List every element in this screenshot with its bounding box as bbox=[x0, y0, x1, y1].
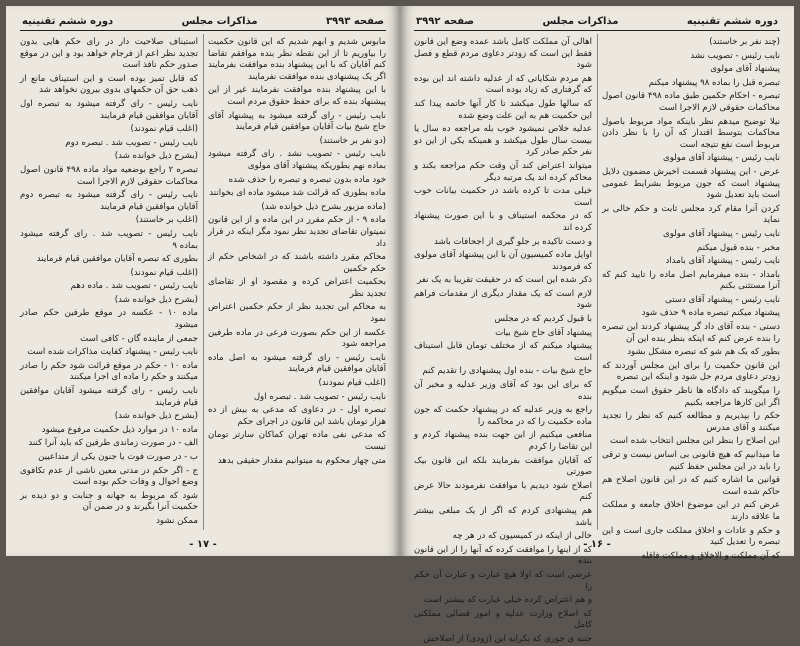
paragraph: نایب رئیس - پیشنهاد آقای بامداد bbox=[665, 256, 780, 267]
paragraph: استیناف صلاحیت دار در رای حکم هایی بدون تجدید نظر اعم از فرجام خواهد بود و این در موقع صدور حکم نافذ است bbox=[20, 37, 198, 71]
paragraph: ب - در صورت فوت یا جنون یکی از متداعیین bbox=[38, 452, 198, 462]
left-page-title: مذاکرات مجلس bbox=[181, 15, 258, 27]
paragraph: نایب رئیس - تصویب نشد . رای گرفته میشود بماده نهم بطوریکه پیشنهاد آقای مولوی bbox=[208, 149, 386, 171]
paragraph: (چند نفر بر خاستند) bbox=[709, 37, 780, 47]
paragraph: نایب رئیس - تصویب شد . ماده دهم bbox=[70, 281, 198, 292]
paragraph: (بشرح ذیل خوانده شد) bbox=[114, 411, 198, 422]
paragraph: عرض کنم در این موضوع اخلاق جامعه و مملکت ما علاقه دارند bbox=[602, 500, 780, 522]
paragraph: خود ماده بدون تبصره و تبصره را حذف شده bbox=[228, 174, 386, 185]
paragraph: لازم است که یک مقدار دیگری از مقدمات فراهم شود bbox=[414, 288, 592, 311]
paragraph: پیشنهاد آقای حاج شیخ بیات bbox=[495, 327, 592, 338]
paragraph: شود که مربوط به جهانه و جنابت و دو دیده بر حکمیت آنرا بگیرند و در ضمن آن bbox=[20, 490, 198, 513]
left-page-footer-number: - ۱۷ - bbox=[189, 539, 217, 550]
paragraph: (دو نفر بر خاستند) bbox=[319, 135, 386, 146]
paragraph: ماده ۱۰ در موارد ذیل حکمیت مرفوع میشود bbox=[41, 424, 198, 435]
paragraph: راجع به وزیر عدلیه که در پیشنهاد حکمت که جون ماده حکمیت را که در محاکمه را bbox=[414, 405, 592, 427]
right-page-session: دوره ششم تقنینیه bbox=[686, 15, 778, 27]
paragraph: (ماده مزبور بشرح ذیل خوانده شد) bbox=[261, 201, 386, 212]
paragraph: اصلاح شود دیدیم با موافقت نفرمودند حالا عرض کنم bbox=[414, 480, 592, 503]
paragraph: بطور که یک هم شو که تبصره مشکل بشود bbox=[627, 347, 780, 358]
paragraph: قوانین ما اشاره کنیم که در این قانون اصلاح هم حاکم شده است bbox=[602, 475, 780, 497]
paragraph: عرضی است که اولا هیچ عبارت و عبارت آن حکم را bbox=[414, 569, 592, 592]
paragraph: تبصره - احکام حکمین طبق ماده ۴۹۸ قانون اصول محاکمات حقوقی لازم الاجرا است bbox=[602, 91, 780, 113]
paragraph: حاج شیخ بیات - بنده اول پیشنهادی را تقدیم کنم bbox=[422, 366, 592, 377]
paragraph: را میگویند که دادگاه ها ناظر حقوق است میگویم اگر این کارها مراجعه بکنیم bbox=[602, 386, 780, 408]
paragraph: با این پیشنهاد بنده موافقت نفرمایند غیر از این پیشنهاد بنده که برای حفظ حقوق مردم است bbox=[208, 85, 386, 107]
paragraph: الف - در صورت زماندی طرفین که باید آنرا کنند bbox=[28, 438, 198, 449]
paragraph: که سالها طول میکشد تا کار آنها خاتمه پیدا کند این حکمیت هم به این علت وضع شده bbox=[414, 98, 592, 121]
paragraph: اوایل ماده کمیسیون آن با این پیشنهاد آقای مولوی که فرمودند bbox=[414, 250, 592, 272]
paragraph: نایب رئیس - رای گرفته میشود آقایان موافقین قیام فرمایند bbox=[20, 386, 198, 408]
paragraph: محاکم مقرر داشته باشند که در اشخاص حکم از حکم حکمین bbox=[208, 252, 386, 274]
paragraph: که قابل تمیز بوده است و این استیناف مانع از ذهب حق آن حکمهای بدوی بیرون نخواهد شد bbox=[20, 73, 198, 96]
paragraph: عدلیه خلاص نمیشود خوب بله مراجعه ده سال یا بیست سال طول میکشد و همینکه یکی از این دو نفر حکم صادر کرد bbox=[414, 124, 592, 158]
paragraph: به محاکم این تجدید نظر از حکم حکمین اعتراض نمود bbox=[208, 302, 386, 325]
paragraph: که در محکمه استیناف و با این صورت پیشنهاد کرده اند bbox=[414, 211, 592, 233]
right-page-footer-number: - ۱۶ - bbox=[583, 539, 611, 550]
paragraph: تبصره قبل را بماده ۹۸ پیشنهاد میکنم bbox=[648, 77, 780, 88]
paragraph: که اصلاح وزارت عدلیه و امور قضائی مملکتی کامل bbox=[414, 608, 592, 631]
paragraph: ذکر شده این است که در حقیقت تقریبا به یک نفر bbox=[417, 275, 592, 286]
paragraph: نایب رئیس - پیشنهاد کفایت مذاکرات شده است bbox=[27, 347, 198, 358]
right-page-header bbox=[414, 14, 780, 31]
paragraph: که از اینها را موافقت کرده که آنها را از این قانون بنده bbox=[414, 544, 592, 567]
paragraph: متی چهار محکوم به میتوانیم مقدار حقیقی بدهد bbox=[217, 455, 386, 466]
paragraph: جمعی از ماینده گان - کافی است bbox=[80, 333, 198, 344]
paragraph: مخبر - بنده قبول میکنم bbox=[696, 242, 780, 253]
left-page bbox=[6, 6, 400, 556]
paragraph: کردن آنرا مقام کرد مجلس ثابت و حکم خالی بر نماید bbox=[602, 203, 780, 226]
book-spread bbox=[6, 6, 794, 644]
paragraph: (اغلب قیام نمودند) bbox=[130, 124, 198, 135]
paragraph: پیشنهاد میکنم که از مختلف تومان قابل استیناف است bbox=[414, 341, 592, 363]
right-page bbox=[400, 6, 794, 644]
paragraph: نایب رئیس - پیشنهاد آقای مولوی bbox=[662, 153, 780, 164]
paragraph: و هم اعتراض کرده خیلی عبارت که بیشتر است bbox=[423, 595, 592, 606]
paragraph: هم مردم شکایاتی که از عدلیه داشته اند این بوده که گرفتاری که زیاد بوده است bbox=[414, 73, 592, 96]
paragraph: هم پیشنهادی کردم که اگر از یک مبلغی بیشتر باشد bbox=[414, 505, 592, 528]
paragraph: نایب رئیس - پیشنهاد آقای مولوی bbox=[662, 228, 780, 239]
paragraph: ممکن نشود bbox=[156, 515, 198, 526]
paragraph: با قبول کردیم که در مجلس bbox=[494, 314, 592, 325]
paragraph: این اصلاح را بنظر این مجلس انتخاب شده است bbox=[610, 436, 780, 447]
paragraph: ماده ۱۰ - حکم در موقع قرائت شود حکم را صادر میکنند و حکم را ماده ای اجرا میکنند bbox=[20, 360, 198, 383]
column-divider bbox=[203, 34, 204, 530]
right-page-title: مذاکرات مجلس bbox=[542, 15, 619, 27]
paragraph: نایب رئیس - رای گرفته میشود به تبصره دوم آقایان موافقین قیام فرمایند bbox=[20, 190, 198, 212]
paragraph: ماده ۱۰ - عکسه در موقع طرفین حکم صادر میشود bbox=[20, 308, 198, 331]
paragraph: ماده بطوری که قرائت شد میشود ماده ای بخوانند bbox=[209, 188, 386, 199]
paragraph: جنبه ی جوری که بکرایه این (ژودی) از اصلاحش bbox=[423, 633, 592, 644]
paragraph: حکم را بپذیریم و مطالعه کنیم که نظر را تجدید میکنند و آقای مدرس bbox=[602, 411, 780, 433]
right-page-number-label: صفحه ۳۹۹۲ bbox=[416, 15, 475, 27]
paragraph: که مدعی نفی ماده تهران کماکان سارتر تومان تیست bbox=[208, 430, 386, 452]
paragraph: تبصره اول - در دعاوی که مدعی به بیش از ده هزار تومان باشد این قانون در اجرای حکم bbox=[208, 405, 386, 427]
paragraph: که آن مملکت و الاخلاق و مملکت فاقله bbox=[641, 550, 780, 561]
paragraph: نایب رئیس - تصویب شد . تبصره اول bbox=[253, 391, 386, 402]
paragraph: بطوری که تبصره آقایان موافقین قیام فرمایند bbox=[36, 254, 198, 265]
paragraph: (اغلب قیام نمودند) bbox=[318, 378, 386, 389]
paragraph: بامداد - بنده میفرمایم اصل ماده را تایید کنم که آنرا مستثنی بکنم bbox=[602, 269, 780, 292]
paragraph: عکسه از این حکم بصورت فرعی در ماده طرفین مراجعه شود bbox=[208, 327, 386, 350]
paragraph: که آقایان موافقت بفرمایند بلکه این قانون بیک صورتی bbox=[414, 455, 592, 478]
paragraph: خالی از اینکه در کمیسیون که در هر چه bbox=[452, 531, 592, 542]
paragraph: مابوس شدیم و ابهم شدیم که این قانون حکمیت را بیاوریم تا از این نقطه نظر بنده موافقم تقاضا کنم آقایان که با این پیشنهاد بنده موافقت بفرمایند اگر یک پیشنهادی بنده موافقت نفرمایند bbox=[208, 37, 386, 82]
paragraph: اهالی آن مملکت کامل باشد عمده وضع این قانون فقط این است که زودتر دعاوی مردم قطع و فصل شود bbox=[414, 37, 592, 71]
paragraph: و حکم و عادات و اخلاق مملکت جاری است و این تبصره را تعدیل کنید bbox=[602, 525, 780, 548]
paragraph: (اغلب بر خاستند) bbox=[135, 215, 198, 226]
paragraph: نایب رئیس - رای گرفته میشود به اصل ماده آقایان موافقین قیام فرمایند bbox=[208, 352, 386, 375]
paragraph: تبصره ۲ راجع بوضعیه مواد ماده ۴۹۸ قانون اصول محاکمات حقوقی لازم الاجرا است bbox=[20, 164, 199, 187]
paragraph: نایب رئیس - تصویب نشد bbox=[690, 50, 780, 61]
right-page-left-column bbox=[414, 37, 592, 644]
paragraph: نیلا توضیح میدهم نظر باینکه مواد مربوط باصول محاکمات بتوسط اقتدار که آن را با نظر دادن مربوط است نفع نتیجه است bbox=[602, 116, 780, 150]
paragraph: خیلی مدت تا کرده باشد در حکمیت بیانات خوب است bbox=[414, 186, 592, 208]
paragraph: نایب رئیس - پیشنهاد آقای دستی bbox=[665, 294, 780, 305]
left-page-right-column bbox=[208, 37, 386, 537]
paragraph: پیشنهاد میکنم تبصره ماده ۹ حذف شود bbox=[641, 308, 780, 319]
paragraph: میتواند اعتراض کند آن وقت حکم مراجعه بکند و محاکم کرده اند یک مرتبه دیگر bbox=[414, 160, 592, 183]
paragraph: نایب رئیس - تصویب شد . تبصره دوم bbox=[65, 137, 198, 148]
paragraph: (بشرح ذیل خوانده شد) bbox=[114, 151, 198, 162]
paragraph: نایب رئیس - تصویب شد . رای گرفته میشود بماده ۹ bbox=[20, 228, 198, 251]
paragraph: پیشنهاد آقای مولوی bbox=[710, 64, 780, 75]
left-page-left-column bbox=[20, 37, 198, 537]
right-page-right-column bbox=[602, 37, 780, 561]
paragraph: ج - اگر حکم در مدتی معین ناشی از عدم تکافوی وضع احوال و وفات حکم بوده است bbox=[20, 465, 198, 488]
paragraph: و دست تاکیده بر جلو گیری از اجحافات باشد bbox=[433, 236, 592, 247]
paragraph: ماده ۹ - از حکم مقرر در این ماده و از این قانون نمیتوان تقاضای تجدید نظر نمود مگر اینکه در قرار داد bbox=[208, 215, 386, 249]
paragraph: ما میدانیم که هیچ قانونی بی اساس نیست و ترقی را باید در این مجلس حفظ کنیم bbox=[602, 450, 780, 472]
paragraph: که برای این بود که آقای وزیر عدلیه و مخبر آن بنده bbox=[414, 380, 592, 402]
paragraph: (اغلب قیام نمودند) bbox=[130, 267, 198, 278]
paragraph: نایب رئیس - رای گرفته میشود به پیشنهاد آقای حاج شیخ بیات آقایان موافقین قیام فرمایند bbox=[208, 110, 386, 133]
left-page-session: دوره ششم تقنینیه bbox=[22, 15, 114, 27]
paragraph: این قانون حکمیت را برای این مجلس آوردند که زودتر دعاوی مردم حل شود و اینکه این تبصره bbox=[602, 360, 780, 383]
paragraph: دستی - بنده آقای داد گر پیشنهاد کردند این تبصره را بنده عرض کنم که اینکه بنظر بنده این آن bbox=[602, 322, 780, 344]
paragraph: عرض - این پیشنهاد قسمت اخیرش مضمون دلایل پیشنهاد است که جون مربوط بشرایط عمومی است باید تعدیل شود bbox=[602, 166, 780, 201]
left-page-number-label: صفحه ۳۹۹۳ bbox=[325, 15, 384, 27]
paragraph: نایب رئیس - رای گرفته میشود به تبصره اول آقایان موافقین قیام فرمایند bbox=[20, 98, 198, 121]
paragraph: (بشرح ذیل خوانده شد) bbox=[114, 294, 198, 305]
paragraph: بحکمیت اعتراض کرده و مقصود او از تقاضای تجدید نظر bbox=[208, 277, 386, 299]
column-divider bbox=[597, 34, 598, 530]
paragraph: منافعی میکنیم از این جهت بنده پیشنهاد کردم و این تقاضا را کردم bbox=[414, 430, 592, 452]
left-page-header bbox=[20, 14, 386, 31]
